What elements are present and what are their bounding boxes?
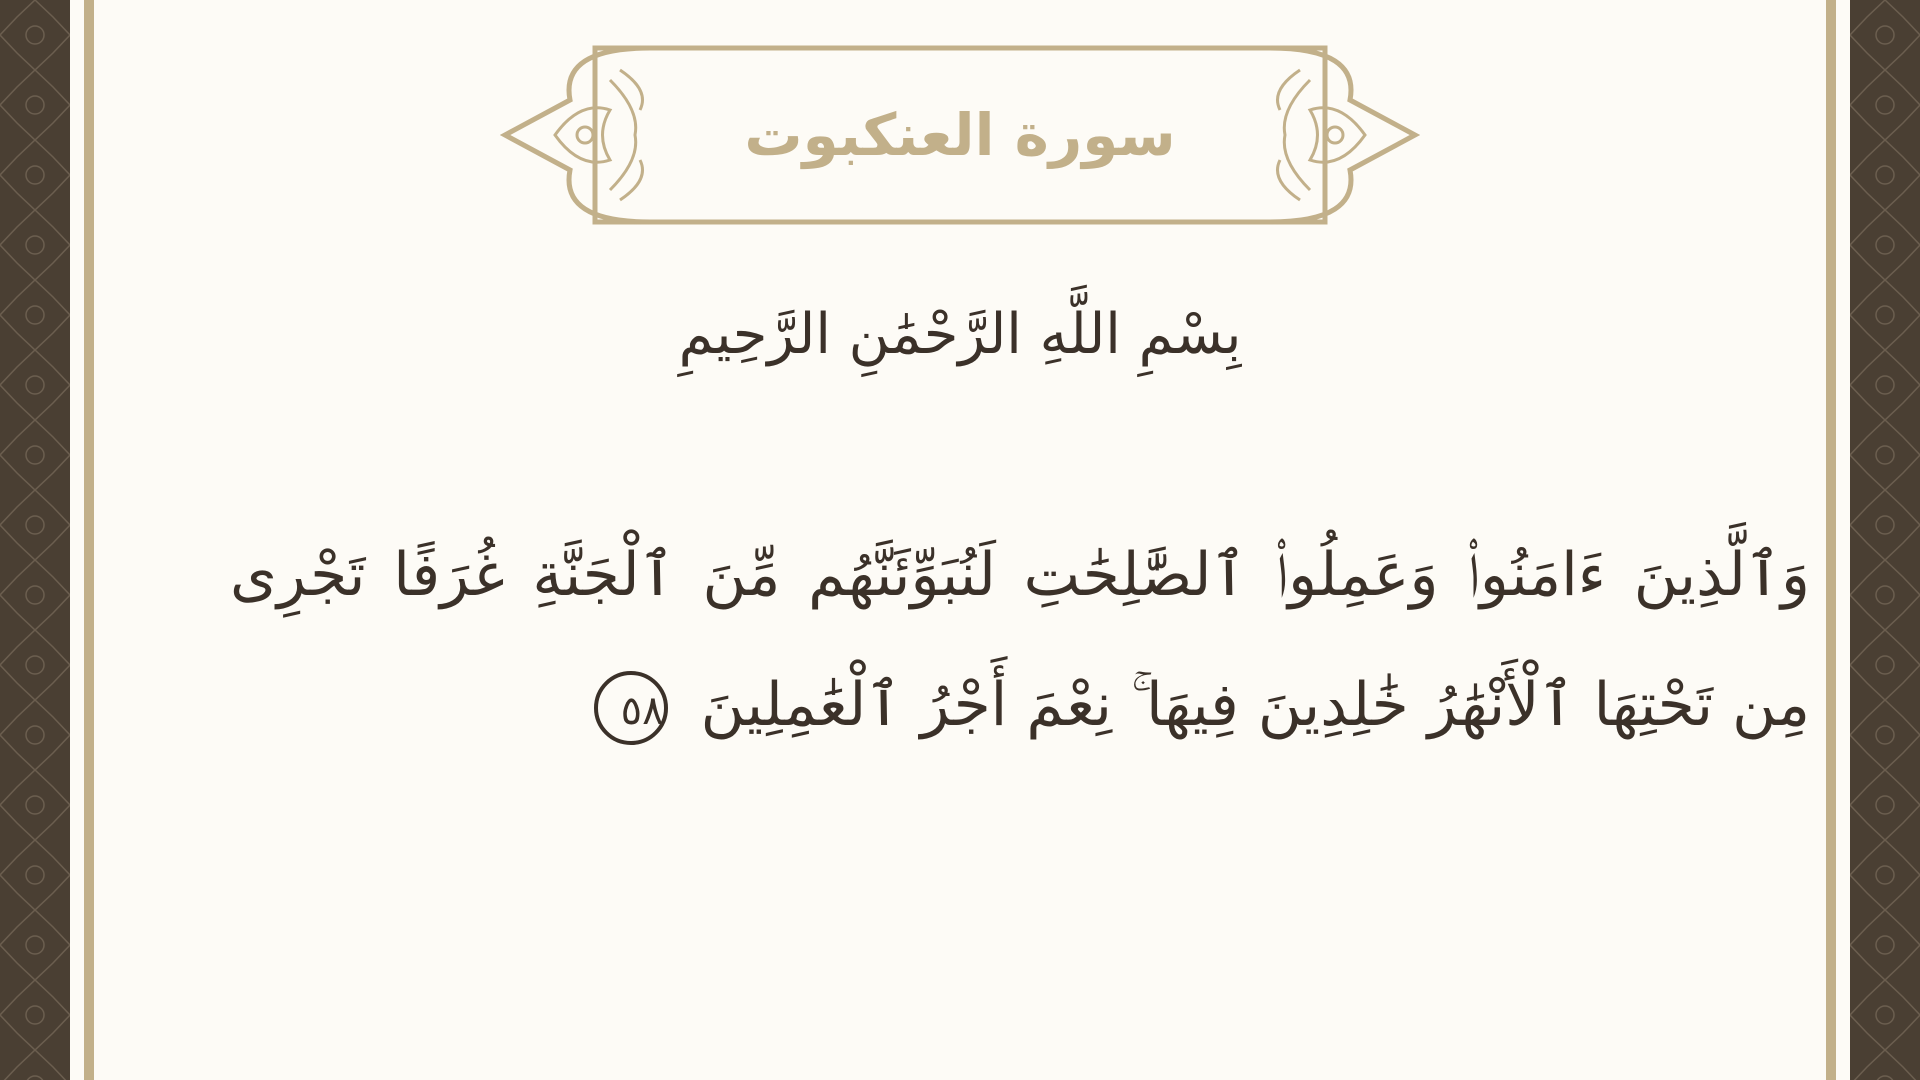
left-ornamental-border <box>0 0 70 1080</box>
geometric-pattern-icon <box>0 0 70 1080</box>
right-gold-rule <box>1826 0 1836 1080</box>
surah-header <box>500 40 1420 230</box>
geometric-pattern-icon <box>1850 0 1920 1080</box>
verse-block <box>230 510 1810 770</box>
right-ornamental-border <box>1850 0 1920 1080</box>
left-gold-rule <box>84 0 94 1080</box>
verse-text: وَٱلَّذِينَ ءَامَنُوا۟ وَعَمِلُوا۟ ٱلصَّٰلِحَٰتِ لَنُبَوِّئَنَّهُم مِّنَ ٱلْجَنَّةِ غُرَفًا تَجْرِى مِن تَحْتِهَا ٱلْأَنْهَٰرُ خَٰلِدِينَ فِيهَا ۚ نِعْمَ أَجْرُ ٱلْعَٰمِلِينَ <box>230 540 1810 740</box>
surah-title: سورة العنكبوت <box>744 101 1176 169</box>
ayah-number-badge: ٥٨ <box>594 671 668 745</box>
basmala: بِسْمِ اللَّهِ الرَّحْمَٰنِ الرَّحِيمِ <box>678 302 1242 367</box>
